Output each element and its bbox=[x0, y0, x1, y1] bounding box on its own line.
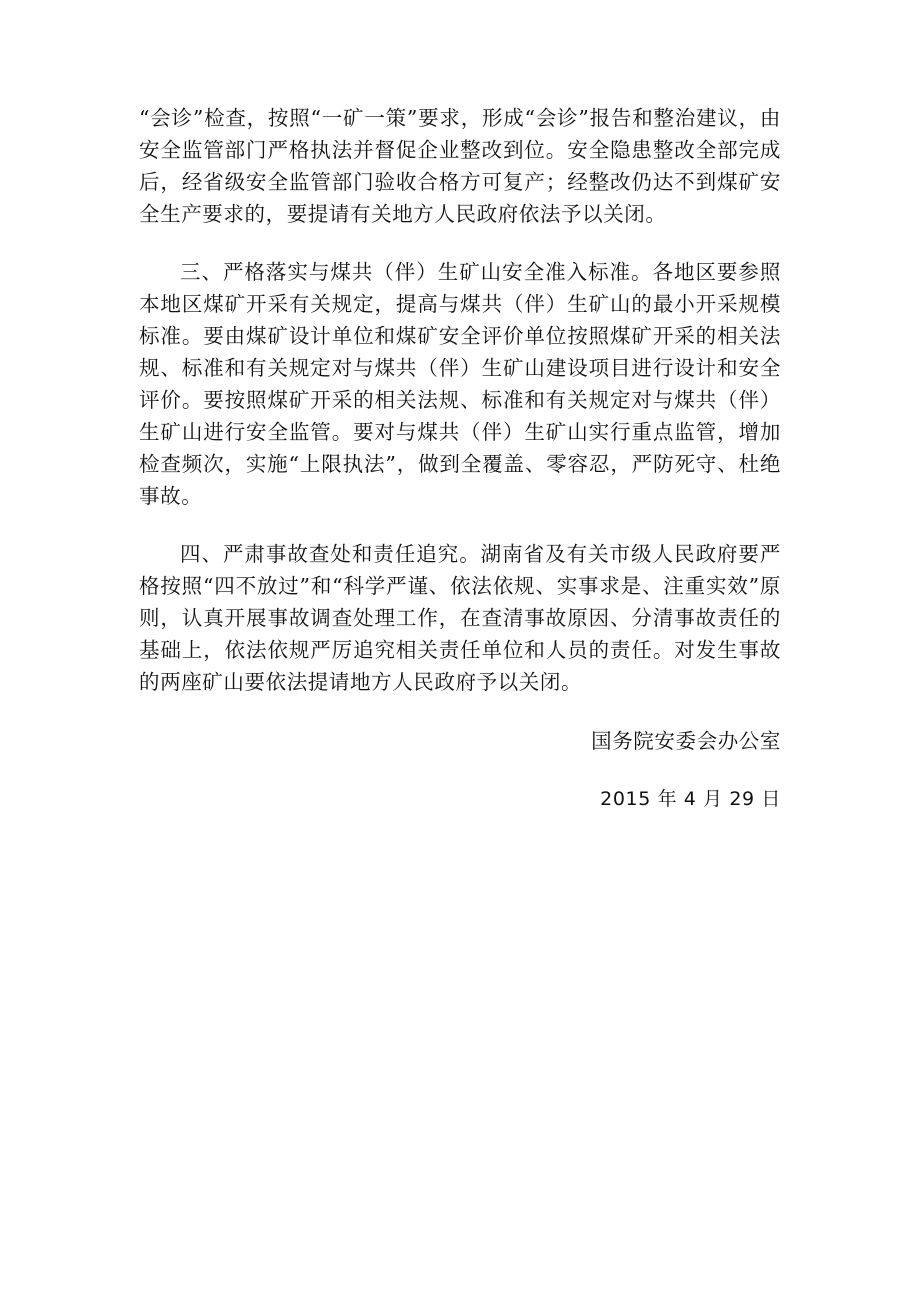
paragraph-continued: “会诊”检查，按照“一矿一策”要求，形成“会诊”报告和整治建议，由安全监管部门严格执法并督促企业整改到位。安全隐患整改全部完成后，经省级安全监管部门验收合格方可复产；经整改仍达不到煤矿安全生产要求的，要提请有关地方人民政府依法予以关闭。 bbox=[139, 106, 781, 226]
issue-date: 2015 年 4 月 29 日 bbox=[600, 788, 781, 810]
document-body bbox=[139, 102, 781, 815]
paragraph-section-three: 三、严格落实与煤共（伴）生矿山安全准入标准。各地区要参照本地区煤矿开采有关规定，提高与煤共（伴）生矿山的最小开采规模标准。要由煤矿设计单位和煤矿安全评价单位按照煤矿开采的相关法规、标准和有关规定对与煤共（伴）生矿山建设项目进行设计和安全评价。要按照煤矿开采的相关法规、标准和有关规定对与煤共（伴）生矿山进行安全监管。要对与煤共（伴）生矿山实行重点监管，增加检查频次，实施“上限执法”，做到全覆盖、零容忍，严防死守、杜绝事故。 bbox=[139, 260, 781, 508]
issuing-organization: 国务院安委会办公室 bbox=[591, 729, 781, 753]
paragraph-section-four: 四、严肃事故查处和责任追究。湖南省及有关市级人民政府要严格按照“四不放过”和“科学严谨、依法依规、实事求是、注重实效”原则，认真开展事故调查处理工作，在查清事故原因、分清事故责任的基础上，依法依规严厉追究相关责任单位和人员的责任。对发生事故的两座矿山要依法提请地方人民政府予以关闭。 bbox=[139, 542, 781, 694]
signature-block bbox=[139, 725, 781, 815]
